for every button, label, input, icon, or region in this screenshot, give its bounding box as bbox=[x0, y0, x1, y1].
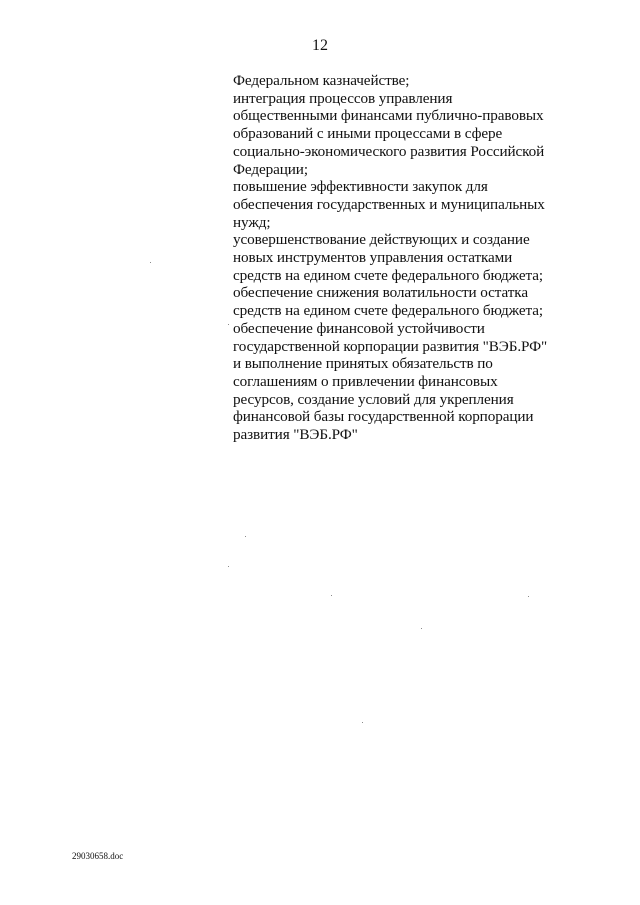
body-line: общественными финансами публично-правовых bbox=[233, 107, 544, 125]
body-line: и выполнение принятых обязательств по bbox=[233, 355, 493, 373]
body-line: развития "ВЭБ.РФ" bbox=[233, 426, 358, 444]
body-line: средств на едином счете федерального бюджета; bbox=[233, 266, 543, 284]
body-line: финансовой базы государственной корпорации bbox=[233, 408, 534, 426]
body-line: повышение эффективности закупок для bbox=[233, 178, 488, 196]
scan-speck bbox=[150, 262, 151, 263]
scan-speck bbox=[228, 566, 229, 567]
body-line: средств на едином счете федерального бюджета; bbox=[233, 302, 543, 320]
body-line: нужд; bbox=[233, 213, 271, 231]
scan-speck bbox=[245, 536, 246, 537]
body-line: обеспечение снижения волатильности остатка bbox=[233, 284, 528, 302]
body-line: Федеральном казначействе; bbox=[233, 72, 410, 89]
scan-speck bbox=[228, 324, 229, 325]
page-number: 12 bbox=[312, 37, 328, 54]
file-name-footer: 29030658.doc bbox=[72, 851, 124, 861]
scan-speck bbox=[331, 595, 332, 596]
body-line: образований с иными процессами в сфере bbox=[233, 125, 503, 143]
body-line: интеграция процессов управления bbox=[233, 89, 453, 107]
body-line: социально-экономического развития Российской bbox=[233, 142, 545, 160]
body-line: соглашениям о привлечении финансовых bbox=[233, 372, 498, 390]
body-line: государственной корпорации развития "ВЭБ.РФ" bbox=[233, 337, 548, 355]
body-line: новых инструментов управления остатками bbox=[233, 249, 513, 267]
body-line: обеспечения государственных и муниципальных bbox=[233, 195, 545, 213]
body-line: Федерации; bbox=[233, 160, 308, 178]
body-line: ресурсов, создание условий для укрепления bbox=[233, 390, 514, 408]
body-line: обеспечение финансовой устойчивости bbox=[233, 319, 485, 337]
scan-speck bbox=[528, 596, 529, 597]
scan-speck bbox=[421, 628, 422, 629]
body-line: усовершенствование действующих и создание bbox=[233, 231, 530, 249]
document-body bbox=[233, 72, 613, 444]
scan-speck bbox=[362, 722, 363, 723]
